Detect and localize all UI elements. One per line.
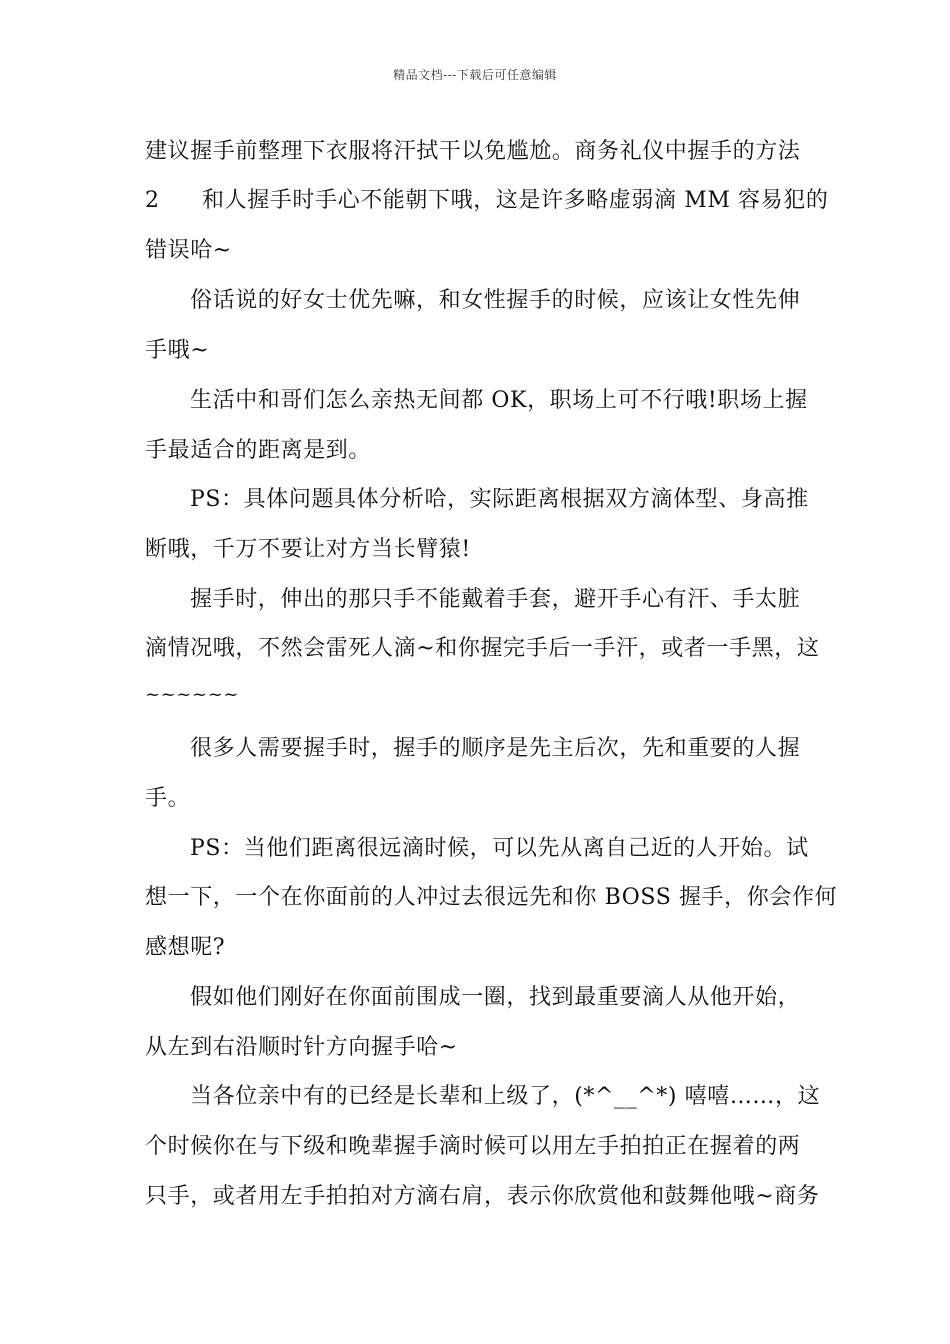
- text-line: 手哦~: [145, 338, 210, 363]
- paragraph-start: 生活中和哥们怎么亲热无间都 OK，职场上可不行哦!职场上握: [190, 388, 808, 413]
- text-line: 错误哈~: [145, 238, 232, 263]
- text-line: 个时候你在与下级和晚辈握手滴时候可以用左手拍拍正在握着的两: [145, 1134, 801, 1159]
- text-line: 手最适合的距离是到。: [145, 438, 372, 463]
- text-line: 滴情况哦，不然会雷死人滴~和你握完手后一手汗，或者一手黑，这: [145, 636, 820, 661]
- text-line: 手。: [145, 786, 191, 811]
- text-line: 从左到右沿顺时针方向握手哈~: [145, 1035, 458, 1060]
- section-number: 2: [145, 188, 159, 213]
- text-line: ~~~~~~: [145, 684, 240, 705]
- paragraph-start: 握手时，伸出的那只手不能戴着手套，避开手心有汗、手太脏: [190, 587, 801, 612]
- paragraph-start: PS：当他们距离很远滴时候，可以先从离自己近的人开始。试: [190, 836, 809, 861]
- text-line: 和人握手时手心不能朝下哦，这是许多略虚弱滴 MM 容易犯的: [202, 188, 829, 213]
- paragraph-start: 俗话说的好女士优先嘛，和女性握手的时候，应该让女性先伸: [190, 288, 801, 313]
- paragraph-start: 当各位亲中有的已经是长辈和上级了，(*^__^*) 嘻嘻……，这: [190, 1084, 821, 1109]
- text-line: 建议握手前整理下衣服将汗拭干以免尴尬。商务礼仪中握手的方法: [145, 139, 801, 164]
- text-line: 想一下，一个在你面前的人冲过去很远先和你 BOSS 握手，你会作何: [145, 885, 838, 910]
- paragraph-start: 假如他们刚好在你面前围成一圈，找到最重要滴人从他开始，: [190, 985, 801, 1010]
- page-header: 精品文档---下载后可任意编辑: [393, 68, 557, 82]
- text-line: 断哦，千万不要让对方当长臂猿!: [145, 537, 471, 562]
- paragraph-start: 很多人需要握手时，握手的顺序是先主后次，先和重要的人握: [190, 736, 801, 761]
- text-line: 只手，或者用左手拍拍对方滴右肩，表示你欣赏他和鼓舞他哦~商务: [145, 1184, 820, 1209]
- text-line: 感想呢?: [145, 935, 226, 960]
- paragraph-start: PS：具体问题具体分析哈，实际距离根据双方滴体型、身高推: [190, 487, 809, 512]
